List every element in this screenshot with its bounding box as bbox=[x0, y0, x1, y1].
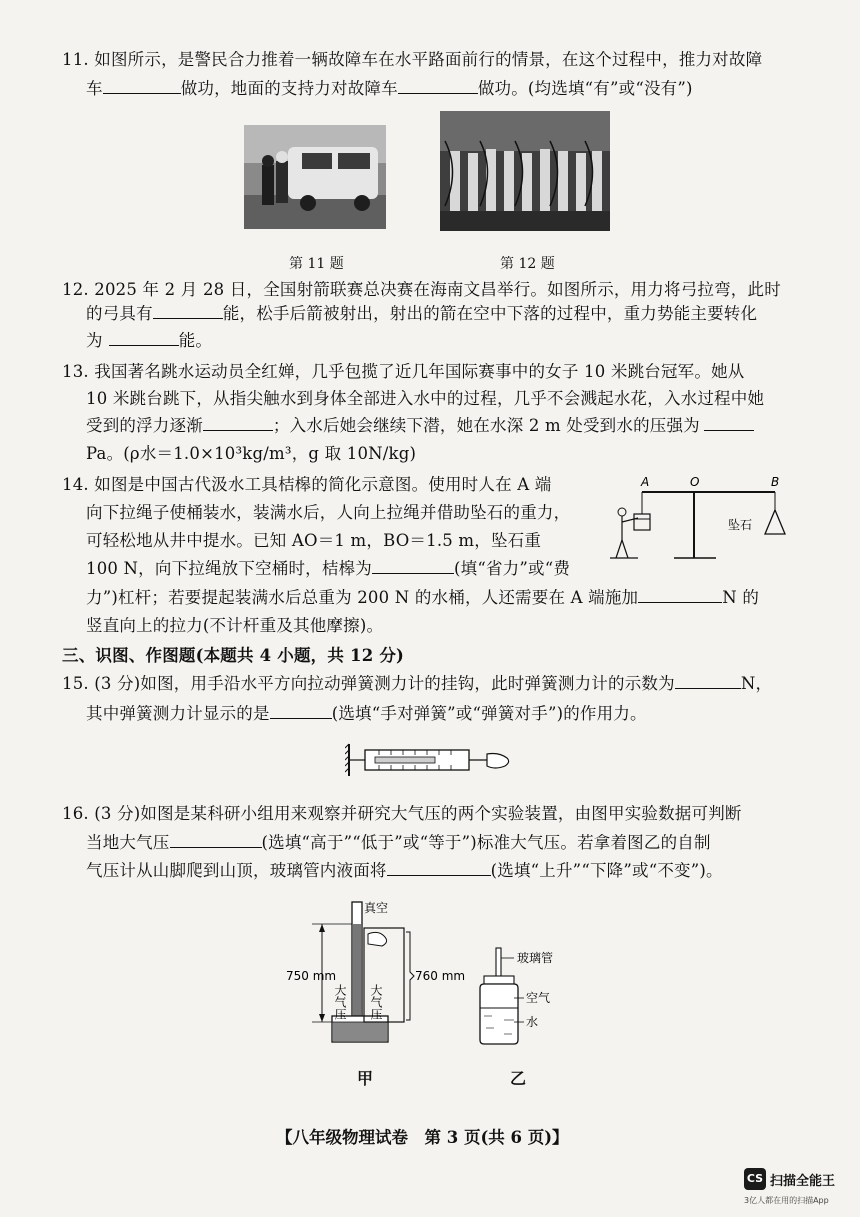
q16-line3 bbox=[86, 860, 723, 882]
q13-line2: 10 米跳台跳下，从指尖触水到身体全部进入水中的过程，几乎不会溅起水花，入水过程中她 bbox=[86, 389, 765, 408]
person-head bbox=[618, 508, 626, 516]
bottle bbox=[480, 984, 518, 1044]
q15-blank-2 bbox=[270, 704, 332, 719]
q16-text-a: 当地大气压 bbox=[86, 833, 170, 852]
q11-line2 bbox=[86, 78, 693, 100]
section3-heading: 三、识图、作图题(本题共 4 小题，共 12 分) bbox=[62, 646, 405, 665]
q15-line1 bbox=[62, 673, 772, 695]
q11-photo bbox=[244, 125, 386, 229]
q15-text-d: (选填“手对弹簧”或“弹簧对手”)的作用力。 bbox=[331, 704, 647, 723]
q14-text-a: 100 N，向下拉绳放下空桶时，桔槔为 bbox=[86, 559, 372, 578]
lever-label-o: O bbox=[690, 475, 700, 489]
vacuum-label: 真空 bbox=[364, 901, 389, 915]
q16-barometer-diagram bbox=[282, 898, 472, 1048]
atm-label-left: 大气压 bbox=[333, 984, 347, 1020]
q13-text-b: ；入水后她会继续下潜，她在水深 2 m 处受到水的压强为 bbox=[272, 416, 700, 435]
scanner-watermark bbox=[744, 1168, 842, 1208]
q12-text-a: 的弓具有 bbox=[86, 304, 153, 323]
spring bbox=[375, 757, 435, 763]
q15-line2 bbox=[86, 703, 647, 725]
q16-homemade-barometer-diagram bbox=[470, 944, 580, 1048]
q12-line3 bbox=[86, 330, 212, 352]
q15-text-c: 其中弹簧测力计显示的是 bbox=[86, 704, 270, 723]
q12-text-d: 能。 bbox=[178, 331, 213, 350]
lever-label-b: B bbox=[771, 475, 780, 489]
watermark-tagline: 3亿人都在用的扫描App bbox=[744, 1196, 829, 1205]
q14-text-c: 力”)杠杆；若要提起装满水后总重为 200 N 的水桶，人还需要在 A 端施加 bbox=[86, 588, 639, 607]
q15-text-a: 15. (3 分)如图，用手沿水平方向拉动弹簧测力计的挂钩，此时弹簧测力计的示数为 bbox=[62, 674, 675, 693]
q16-blank-2 bbox=[387, 861, 491, 876]
glass-tube-label: 玻璃管 bbox=[517, 951, 554, 965]
q15-text-b: N， bbox=[740, 674, 773, 693]
hand bbox=[487, 754, 509, 769]
q16-line1: 16. (3 分)如图是某科研小组用来观察并研究大气压的两个实验装置，由图甲实验数据可判断 bbox=[62, 804, 742, 823]
q14-line5 bbox=[86, 587, 759, 609]
stone-weight bbox=[765, 510, 785, 534]
q12-line2 bbox=[86, 303, 757, 325]
q15-spring-scale-diagram bbox=[345, 742, 515, 778]
q12-text-c: 为 bbox=[86, 331, 103, 350]
q16-text-c: 气压计从山脚爬到山顶，玻璃管内液面将 bbox=[86, 861, 387, 880]
lever-label-a: A bbox=[641, 475, 650, 489]
hand-figure bbox=[368, 932, 387, 946]
q13-blank-2 bbox=[704, 416, 754, 431]
atm-label-right: 大气压 bbox=[369, 984, 383, 1020]
q14-line3: 可轻松地从井中提水。已知 AO＝1 m，BO＝1.5 m，坠石重 bbox=[86, 531, 542, 550]
q11-caption: 第 11 题 bbox=[289, 256, 344, 272]
q11-text-b: 做功，地面的支持力对故障车 bbox=[180, 79, 398, 98]
air-label: 空气 bbox=[526, 991, 551, 1005]
stone-label: 坠石 bbox=[728, 518, 753, 532]
water-bucket bbox=[634, 514, 650, 530]
q12-blank-2 bbox=[109, 331, 179, 346]
q14-text-b: (填“省力”或“费 bbox=[453, 559, 571, 578]
q14-line2: 向下拉绳子使桶装水，装满水后，人向上拉绳并借助坠石的重力， bbox=[86, 503, 571, 522]
q16-blank-1 bbox=[170, 833, 262, 848]
height-760-label: 760 mm bbox=[415, 969, 466, 983]
q13-line4: Pa。(ρ水＝1.0×10³kg/m³，g 取 10N/kg) bbox=[86, 444, 417, 463]
water-label: 水 bbox=[526, 1015, 539, 1029]
q14-blank-2 bbox=[638, 588, 722, 603]
q11-blank-1 bbox=[103, 79, 181, 94]
q14-lever-diagram bbox=[608, 474, 808, 566]
q11-text-c: 做功。(均选填“有”或“没有”) bbox=[477, 79, 693, 98]
page-footer: 【八年级物理试卷 第 3 页(共 6 页)】 bbox=[276, 1128, 569, 1147]
q11-line1: 11. 如图所示，是警民合力推着一辆故障车在水平路面前行的情景，在这个过程中，推力对故障 bbox=[62, 50, 763, 69]
q16-text-d: (选填“上升”“下降”或“不变”)。 bbox=[490, 861, 723, 880]
q11-photo-art bbox=[244, 125, 386, 229]
q12-photo-art bbox=[440, 111, 610, 231]
q13-line3 bbox=[86, 415, 754, 437]
watermark-app-name: 扫描全能王 bbox=[770, 1174, 836, 1189]
q14-line6: 竖直向上的拉力(不计杆重及其他摩擦)。 bbox=[86, 616, 384, 635]
camscanner-logo-icon: CS bbox=[744, 1168, 766, 1190]
q14-blank-1 bbox=[372, 559, 454, 574]
q15-blank-1 bbox=[675, 674, 741, 689]
q16-text-b: (选填“高于”“低于”或“等于”)标准大气压。若拿着图乙的自制 bbox=[261, 833, 711, 852]
q12-line1: 12. 2025 年 2 月 28 日，全国射箭联赛总决赛在海南文昌举行。如图所示，用力将弓拉弯，此时 bbox=[62, 280, 781, 299]
q13-line1: 13. 我国著名跳水运动员全红婵，几乎包揽了近几年国际赛事中的女子 10 米跳台冠军。她从 bbox=[62, 362, 745, 381]
q12-text-b: 能，松手后箭被射出，射出的箭在空中下落的过程中，重力势能主要转化 bbox=[222, 304, 758, 323]
q14-line4 bbox=[86, 558, 570, 580]
fig-yi-label: 乙 bbox=[510, 1069, 527, 1088]
q12-photo bbox=[440, 111, 610, 231]
bottle-cap bbox=[484, 976, 514, 984]
fig-jia-label: 甲 bbox=[357, 1069, 374, 1088]
height-750-label: 750 mm bbox=[286, 969, 337, 983]
q14-text-d: N 的 bbox=[722, 588, 760, 607]
q11-text-a: 车 bbox=[86, 79, 103, 98]
q12-caption: 第 12 题 bbox=[500, 256, 555, 272]
q12-blank-1 bbox=[153, 304, 223, 319]
q13-text-a: 受到的浮力逐渐 bbox=[86, 416, 203, 435]
q11-blank-2 bbox=[398, 79, 478, 94]
q16-line2 bbox=[86, 832, 711, 854]
q13-blank-1 bbox=[203, 416, 273, 431]
q14-line1: 14. 如图是中国古代汲水工具桔槔的简化示意图。使用时人在 A 端 bbox=[62, 475, 552, 494]
